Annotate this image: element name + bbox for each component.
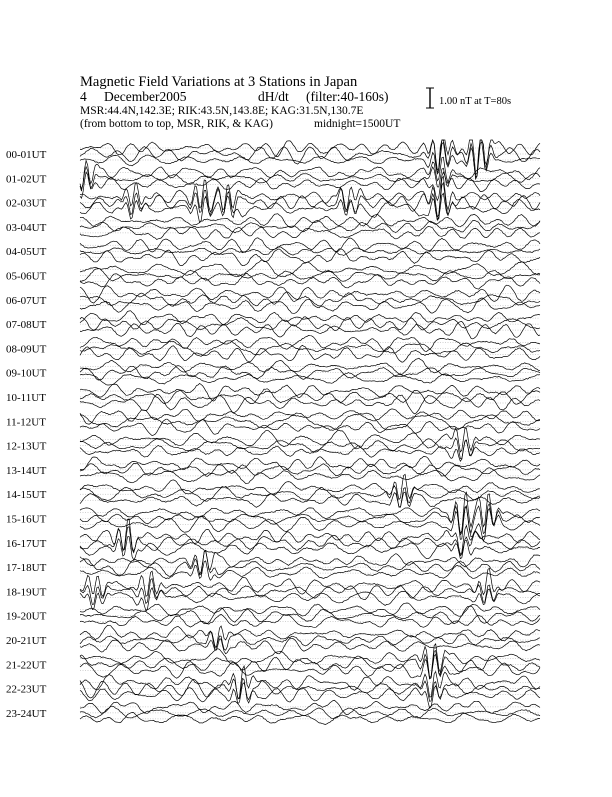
traces	[80, 140, 540, 725]
station-coordinates: MSR:44.4N,142.3E; RIK:43.5N,143.8E; KAG:31.5N,130.7E	[80, 105, 364, 117]
chart-title: Magnetic Field Variations at 3 Stations in Japan	[80, 74, 358, 90]
trace-msr	[80, 358, 540, 374]
trace-kag	[80, 273, 540, 289]
midnight-note: midnight=1500UT	[314, 118, 401, 130]
trace-msr	[80, 700, 540, 714]
hour-label: 21-22UT	[6, 659, 47, 672]
trace-rik	[80, 140, 540, 179]
trace-rik	[80, 183, 540, 220]
trace-kag	[80, 492, 540, 507]
hour-label: 08-09UT	[6, 343, 47, 356]
trace-msr	[80, 260, 540, 277]
trace-msr	[80, 214, 540, 228]
scale-bar	[426, 88, 511, 108]
trace-rik	[80, 651, 540, 679]
trace-rik	[80, 317, 540, 331]
hour-labels	[6, 149, 47, 720]
hour-label: 16-17UT	[6, 537, 47, 550]
hour-label: 18-19UT	[6, 586, 47, 599]
hour-label: 22-23UT	[6, 683, 47, 696]
trace-rik	[80, 678, 540, 703]
quantity-label: dH/dt	[258, 89, 289, 104]
hour-label: 11-12UT	[6, 416, 46, 429]
trace-msr	[80, 625, 540, 648]
hour-label: 19-20UT	[6, 610, 47, 623]
hour-label: 20-21UT	[6, 635, 47, 647]
trace-rik	[80, 269, 540, 282]
hour-label: 07-08UT	[6, 319, 47, 332]
hour-label: 17-18UT	[6, 562, 47, 575]
station-order-note: (from bottom to top, MSR, RIK, & KAG)	[80, 118, 273, 130]
trace-kag	[80, 345, 540, 362]
hour-label: 05-06UT	[6, 270, 47, 283]
date-day: 4	[80, 89, 87, 104]
filter-label: (filter:40-160s)	[306, 89, 389, 104]
hour-label: 12-13UT	[6, 440, 47, 453]
hour-label: 14-15UT	[6, 489, 47, 502]
hour-label: 00-01UT	[6, 149, 47, 161]
trace-rik	[80, 504, 540, 540]
hour-label: 10-11UT	[6, 392, 46, 404]
trace-msr	[80, 457, 540, 470]
trace-msr	[80, 428, 540, 452]
trace-kag	[80, 373, 540, 386]
hour-label: 13-14UT	[6, 464, 47, 477]
hour-label: 03-04UT	[6, 221, 47, 234]
hour-label: 02-03UT	[6, 197, 47, 210]
hour-label: 23-24UT	[6, 707, 47, 720]
hour-label: 15-16UT	[6, 513, 47, 526]
trace-kag	[80, 394, 540, 414]
trace-msr	[80, 384, 540, 402]
hour-label: 06-07UT	[6, 294, 47, 307]
hour-label: 09-10UT	[6, 367, 47, 380]
scale-bar-label: 1.00 nT at T=80s	[439, 96, 512, 107]
hour-label: 04-05UT	[6, 246, 47, 259]
trace-msr	[80, 285, 540, 303]
trace-kag	[80, 713, 540, 725]
hour-label: 01-02UT	[6, 173, 47, 186]
date-month-year: December2005	[104, 89, 187, 104]
